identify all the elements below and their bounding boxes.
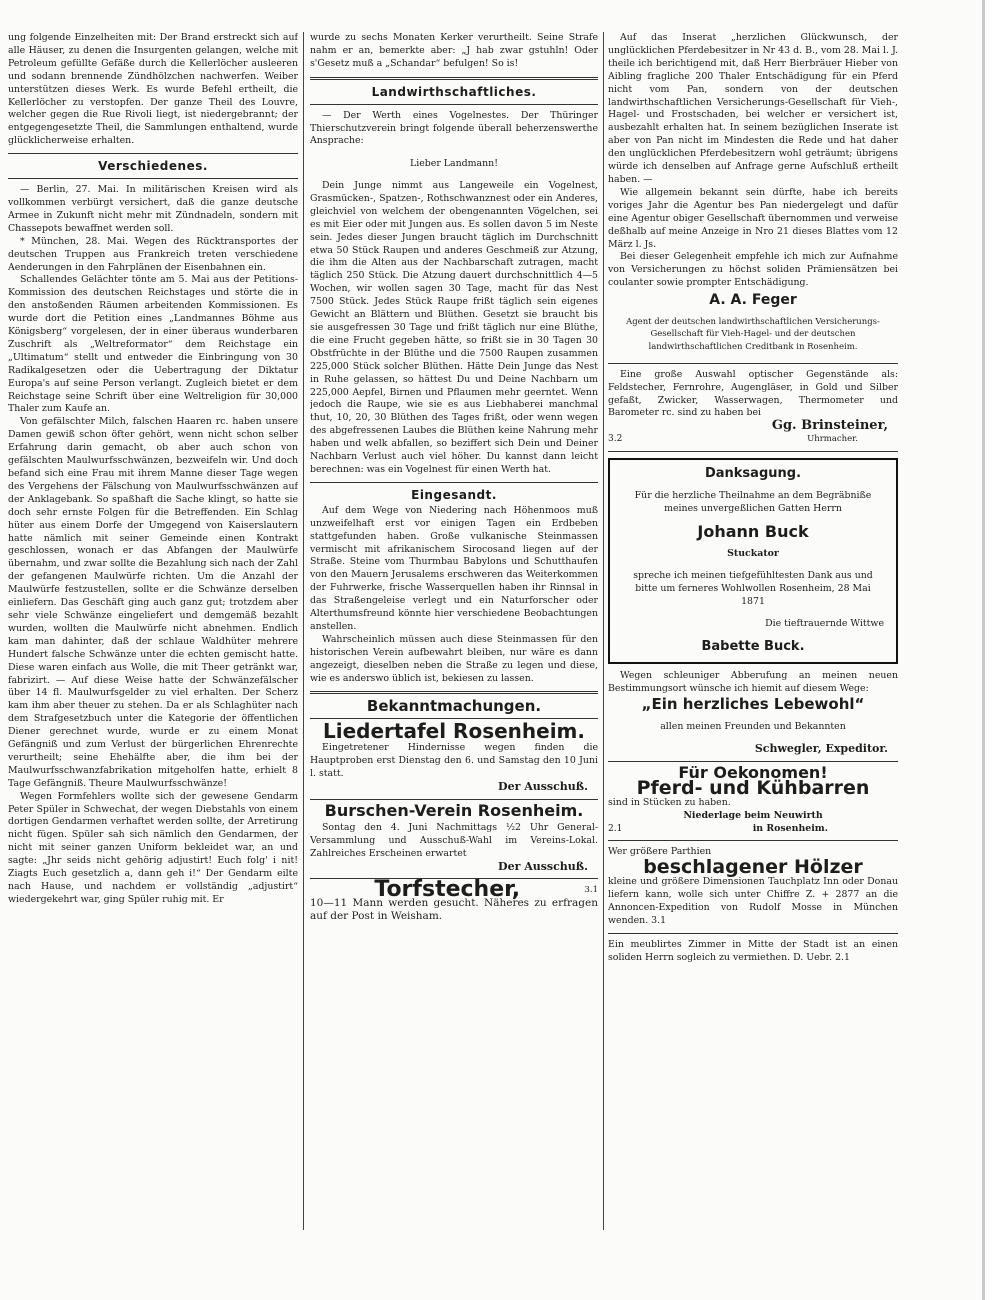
paragraph: wurde zu sechs Monaten Kerker verurtheilt. Seine Strafe nahm er an, bemerkte aber: „J hab zwar gstuhln! Oder s'Gesetz muß a „Schandar“ befulgen! So is!	[310, 32, 598, 69]
ad-title: Torfstecher,	[374, 877, 521, 903]
ad-signature: Der Ausschuß.	[498, 859, 588, 873]
box-text: Für die herzliche Theilnahme an dem Begräbniße meines unvergeßlichen Gatten Herrn	[634, 490, 872, 515]
column-1	[8, 32, 298, 1230]
paragraph: Wie allgemein bekannt sein dürfte, habe ich bereits voriges Jahr die Agentur bes Pan niedergelegt und dafür eine Agentur obiger Gesellschaft übernommen und verweise deßhalb auf meine Anzeige in Nro 21 dieses Blattes vom 12 März l. Js.	[608, 186, 898, 250]
section-heading: Eingesandt.	[411, 487, 497, 502]
ad-title: beschlagener Hölzer	[643, 856, 863, 879]
danksagung-box	[608, 458, 898, 663]
signature-row	[608, 433, 898, 446]
paragraph: ung folgende Einzelheiten mit: Der Brand erstreckt sich auf alle Häuser, zu denen die Insurgenten gelangen, welche mit Petroleum gefüllte Gefäße durch die Kellerlöcher ausleeren und sodann brennende Zündhölzchen nachwerfen. Weiber unterstützen dieses Werk. Es wurde Befehl ertheilt, die Kellerlöcher zu verstopfen. Der ganze Theil des Louvre, welcher gegen die Rue Rivoli liegt, ist niedergebrannt; der entgegengesetzte Theil, die Sammlungen enthaltend, wurde glücklicherweise erhalten.	[8, 32, 298, 147]
ad-number: 3.2	[608, 434, 623, 445]
box-text: Die tieftrauernde Wittwe	[765, 618, 884, 630]
paragraph: Auf das Inserat „herzlichen Glückwunsch, der unglücklichen Pferdebesitzer in Nr 43 d. B., vom 28. Mai l. J. theile ich berichtigend mit, daß Herr Bierbräuer Hieber von Aibling fragliche 200 Thaler Entschädigung für ein Pferd nicht vom Pan, sondern von der deutschen landwirthschaftlichen Versicherungs-Gesellschaft für Vieh-, Hagel- und Frostschaden, bei welcher er versichert ist, ausbezahlt erhalten hat. In seinem bezüglichen Inserate ist aber von Pan nicht im Mindesten die Rede und hat daher den unglücklichen Pferdebesitzern wohl geträumt; übrigens würde ich denselben auf Anfrage gerne Aufschluß ertheilt haben. —	[608, 32, 898, 185]
divider	[310, 77, 598, 80]
box-role: Stuckator	[727, 547, 779, 559]
box-title: Danksagung.	[704, 466, 802, 482]
signature: Schwegler, Expeditor.	[754, 742, 888, 755]
section-heading: Bekanntmachungen.	[366, 697, 542, 716]
box-name: Johann Buck	[697, 521, 809, 541]
farewell: „Ein herzliches Lebewohl“	[641, 695, 865, 714]
ad-title: Liedertafel Rosenheim.	[323, 719, 585, 744]
column-3	[608, 32, 898, 1230]
ad-signature: Der Ausschuß.	[498, 780, 588, 793]
divider	[8, 153, 298, 154]
column-rule	[303, 32, 304, 1230]
ad-text: kleine und größere Dimensionen Tauchplatz Inn oder Donau liefern kann, wolle sich unter Chiffre Z. + 2877 an die Annoncen-Expedition von Rudolf Mosse in München wenden. 3.1	[608, 876, 898, 926]
ad-number: 2.1	[608, 823, 623, 834]
paragraph: — Der Werth eines Vogelnestes. Der Thüringer Thierschutzverein bringt folgende überall beherzenswerthe Ansprache:	[310, 109, 598, 147]
column-rule	[603, 32, 604, 1230]
divider	[608, 363, 898, 364]
box-text: spreche ich meinen tiefgefühltesten Dank aus und bitte um ferneres Wohlwollen Rosenheim, 28 Mai 1871	[633, 570, 873, 608]
ad-text: Wer größere Parthien	[608, 846, 712, 858]
paragraph: Dein Junge nimmt aus Langeweile ein Vogelnest, Grasmücken-, Spatzen-, Rothschwanznest oder ein Anderes, gleichviel von welchem der obengenannten Vögelchen, sei es mit Eier oder mit Jungen aus. Es sollen davon 5 im Neste sein. Jedes dieser Jungen braucht täglich im Durchschnitt etwa 50 Stück Raupen und anderes Geschmeiß zur Atzung, die ihm die Alten aus der Nachbarschaft zutragen, macht täglich 250 Stück. Die Atzung dauert durchschnittlich 4—5 Wochen, wir wollen sagen 30 Tage, macht für das Nest 7500 Stück. Jedes Stück Raupe frißt täglich sein eigenes Gewicht an Blättern und Blüthen. Gesetzt sie braucht bis sie ausgefressen 30 Tage und frißt täglich nur eine Blüthe, die eine Frucht gegeben hätte, so frißt sie in 30 Tagen 30 Obstfrüchte in der Blüthe und die 7500 Raupen zusammen 225,000 Stück solcher Blüthen. Hätte Dein Junge das Nest in Ruhe gelassen, so hättest Du und Deine Nachbarn um 225,000 Aepfel, Birnen und Pflaumen mehr geerntet. Wenn jedoch die Raupe, wie sie es aus Liebhaberei manchmal thut, 10, 20, 30 Blüthen des Tages frißt, oder wenn wegen des abgefressenen Laubes die Blüthen keine Nahrung mehr haben und welk abfallen, so beziffert sich Dein und Deiner Nachbarn Verlust auch viel höher. Du kannst dann leicht berechnen: was ein Vogelnest für einen Werth hat.	[310, 180, 598, 475]
divider	[608, 840, 898, 841]
ad-number: 3.1	[584, 885, 598, 896]
box-signature: Babette Buck.	[701, 638, 805, 654]
paragraph: Von gefälschter Milch, falschen Haaren rc. haben unsere Damen gewiß schon öfter gehört, wenn nicht schon selber Erfahrung darin gemacht, ob aber auch schon von gefälschten Maulwurfsschwänzen, bezweifeln wir. Und doch befand sich eine Frau mit ihrem Manne dieser Tage wegen des Vergehens der Fälschung von Maulwurfsschwänzen auf der Anklagebank. So spaßhaft die Sache klingt, so hatte sie doch sehr ernste Folgen für die Betreffenden. Ein Schlag hüter aus einem Dorfe der Umgegend von Kaiserslautern hatte nämlich mit seiner Gemeinde einen Kontrakt geschlossen, wonach er das Abfangen der Maulwürfe übernahm, und zwar sollte die Bezahlung sich nach der Zahl der gefangenen Maulwürfe richten. Um die Anzahl der Maulwürfe festzustellen, sollte er die Schwänze derselben einliefern. Das Geschäft ging auch ganz gut; trotzdem aber sehr viele Schwänze eingeliefert und demgemäß bezahlt wurden, wollten die Maulwürfe nicht abnehmen. Endlich kam man dahinter, daß der schlaue Waldhüter mehrere Hundert falsche Schwänze unter die echten gemischt hatte. Diese waren einfach aus Wolle, die mit Theer getränkt war, fabrizirt. — Auf diese Weise hatte der Schwänzefälscher über 14 fl. Maulwurfsgelder zu viel erhalten. Der Scherz kam ihm aber theuer zu stehen. Da er als Schlaghüter nach dem Strafgesetzbuch unter die Kategorie der öffentlichen Diener gerechnet wurde, wurde er zu einem Monat Gefängniß und zum Verlust der bürgerlichen Ehrenrechte verurtheilt; seine Ehehälfte aber, die ihm bei der Maulwurfsschwanzfabrikation mitgeholfen hatte, erhielt 8 Tage Gefängniß. Theure Maulwurfsschwänze!	[8, 416, 298, 789]
divider	[310, 691, 598, 694]
paragraph: Auf dem Wege von Niedering nach Höhenmoos muß unzweifelhaft erst vor einigen Tagen ein Erdbeben stattgefunden haben. Große vulkanische Steinmassen vermischt mit afrikanischem Sirocosand liegen auf der Straße. Steine vom Thurmbau Babylons und Schutthaufen von den Mauern Jerusalems erschweren das Weiterkommen der Fuhrwerke, frische Wasserquellen haben ihr Rinnsal in das Straßengeleise verlegt und ein Naturforscher oder Alterthumsfreund könnte hier verschiedene Beobachtungen anstellen.	[310, 504, 598, 632]
divider	[310, 104, 598, 105]
section-heading: Landwirthschaftliches.	[371, 84, 537, 99]
divider	[608, 933, 898, 934]
divider	[310, 799, 598, 800]
signature-subtitle: Uhrmacher.	[807, 434, 858, 445]
divider	[310, 482, 598, 483]
paragraph: * München, 28. Mai. Wegen des Rücktransportes der deutschen Truppen aus Frankreich treten verschiedene Aenderungen in den Fahrplänen der Eisenbahnen ein.	[8, 235, 298, 273]
ad-text: sind in Stücken zu haben.	[608, 796, 731, 808]
ad-signature: Niederlage beim Neuwirth	[683, 809, 823, 821]
column-2	[310, 32, 598, 1230]
ad-text: Eingetretener Hindernisse wegen finden die Hauptproben erst Dienstag den 6. und Samstag den 10 Juni l. statt.	[310, 742, 598, 780]
ad-header	[310, 877, 598, 903]
ad-text: allen meinen Freunden und Bekannten	[660, 720, 846, 732]
signature-row	[608, 823, 898, 836]
salutation: Lieber Landmann!	[410, 157, 498, 169]
ad-text: 10—11 Mann werden gesucht. Näheres zu erfragen auf der Post in Weisham.	[310, 897, 598, 923]
paragraph: Schallendes Gelächter tönte am 5. Mai aus der Petitions-Kommission des deutschen Reichstages und störte die in den anstoßenden Räumen arbeitenden Kommissionen. Es wurde dort die Petition eines „Landmannes Böhme aus Königsberg“ vorgelesen, der in einer überaus wunderbaren Zuschrift als „Weltreformator“ dem Reichstage ein „Ultimatum“ stellt und entweder die Einbringung von 30 Radikalgesetzen oder die Uebertragung der Diktatur Europa's auf seine Person verlangt. Zugleich bietet er dem Reichstage seine Schrift über eine Weltreligion für 30,000 Thaler zum Kaufe an.	[8, 274, 298, 415]
ad-title: Pferd- und Kühbarren	[636, 776, 870, 799]
ad-text: Eine große Auswahl optischer Gegenstände als: Feldstecher, Fernrohre, Augengläser, in Gold und Silber gefaßt, Zwicker, Wasserwagen, Thermometer und Barometer rc. sind zu haben bei	[608, 368, 898, 419]
ad-title: Burschen-Verein Rosenheim.	[324, 800, 584, 820]
paragraph: Bei dieser Gelegenheit empfehle ich mich zur Aufnahme von Versicherungen zu höchst soliden Prämiensätzen bei coulanter sowie prompter Entschädigung.	[608, 251, 898, 289]
ad-signature: in Rosenheim.	[752, 822, 828, 834]
signature: Gg. Brinsteiner,	[771, 418, 888, 434]
paragraph: — Berlin, 27. Mai. In militärischen Kreisen wird als vollkommen verbürgt versichert, daß die ganze deutsche Armee in Zukunft nicht mehr mit Zündnadeln, sondern mit Chassepots bewaffnet werden soll.	[8, 184, 298, 234]
signature-subtitle: Agent der deutschen landwirthschaftlichen Versicherungs-Gesellschaft für Vieh-Hagel- und der deutschen landwirthschaftlichen Creditbank in Rosenheim.	[626, 316, 880, 353]
ad-text: Wegen schleuniger Abberufung an meinen neuen Bestimmungsort wünsche ich hiemit auf diesem Wege:	[608, 669, 898, 694]
signature: A. A. Feger	[709, 292, 797, 309]
divider	[8, 178, 298, 179]
ad-heading: Für Oekonomen!	[678, 762, 828, 782]
divider	[608, 451, 898, 452]
paragraph: Wahrscheinlich müssen auch diese Steinmassen für den historischen Verein aufbewahrt bleiben, nur wäre es dann angezeigt, dieselben neben die Straße zu legen und diese, wie es anderswo üblich ist, bekiesen zu lassen.	[310, 633, 598, 684]
paragraph: Wegen Formfehlers wollte sich der gewesene Gendarm Peter Spüler in Schwechat, der wegen Diebstahls von einem dortigen Gendarmen verhaftet werden sollte, der Arretirung nicht fügen. Spüler sah sich nämlich den Gendarmen, der nicht mit seiner ganzen Uniform bekleidet war, an und sagte: „Jhr seids nicht gehörig adjustirt! Euch folg' i nit! Ziagts Euch gesetzlich a, dann geh i!“ Der Gendarm eilte nach Hause, und nachdem er vollständig „adjustirt“ wiedergekehrt war, ging Spüler ruhig mit. Er	[8, 790, 298, 905]
section-heading: Verschiedenes.	[98, 159, 208, 174]
ad-text: Ein meublirtes Zimmer in Mitte der Stadt ist an einen soliden Herrn sogleich zu vermiethen. D. Uebr. 2.1	[608, 938, 898, 963]
ad-text: Sontag den 4. Juni Nachmittags ½2 Uhr General-Versammlung und Ausschuß-Wahl im Vereins-Lokal. Zahlreiches Erscheinen erwartet	[310, 821, 598, 859]
divider	[608, 761, 898, 762]
